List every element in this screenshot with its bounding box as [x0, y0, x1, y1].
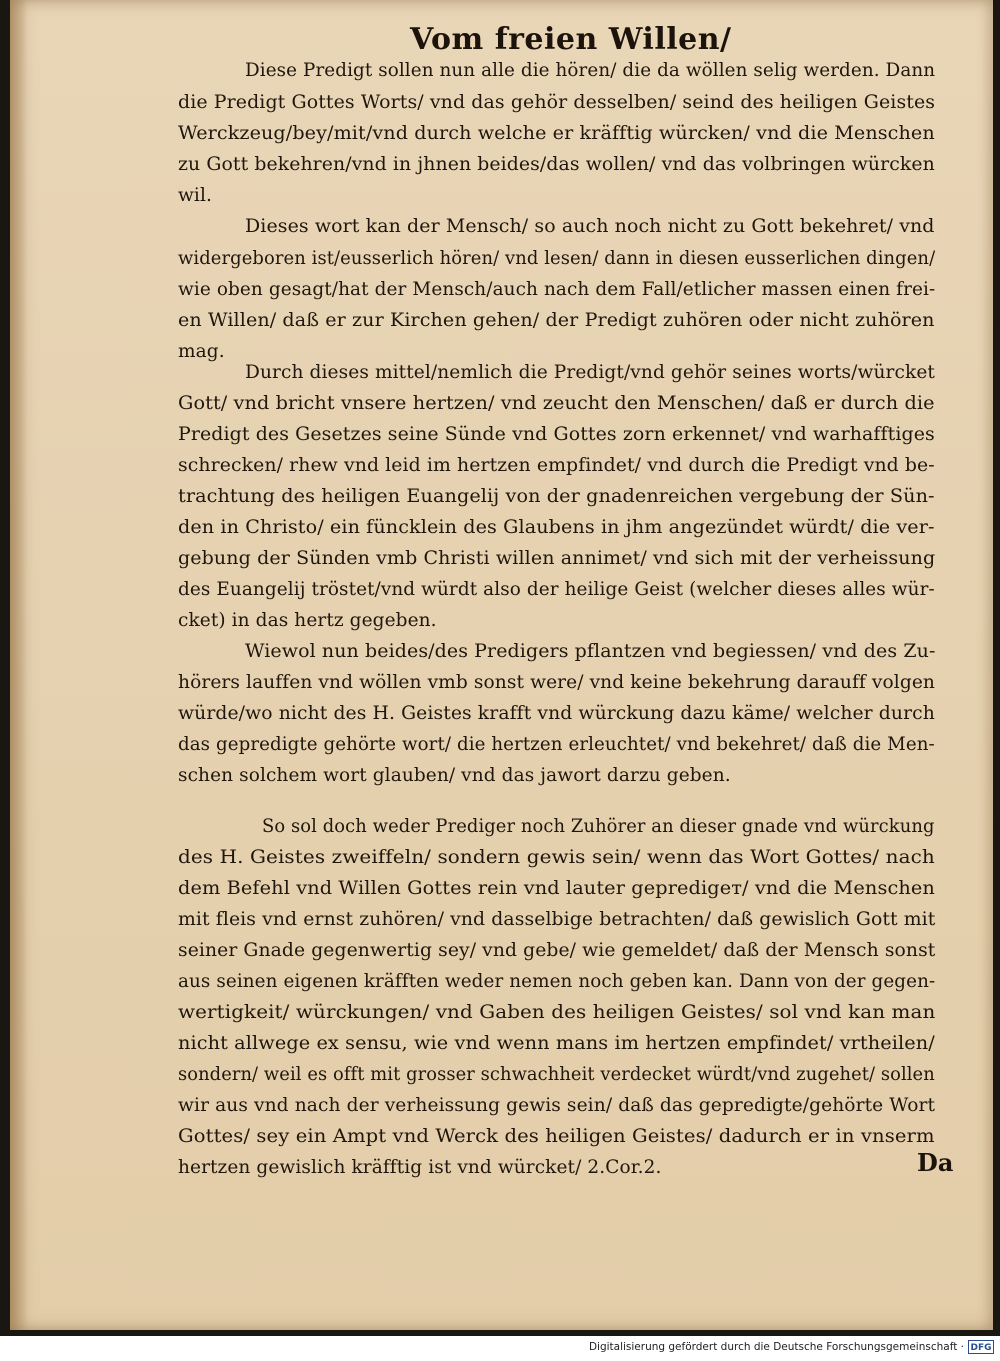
text-line: wir aus vnd nach der verheissung gewis sein/ daß das gepredigte/gehörte Wort — [178, 1095, 936, 1116]
text-line: schrecken/ rhew vnd leid im hertzen empfindet/ vnd durch die Predigt vnd be- — [178, 455, 935, 476]
footer-bar — [0, 1336, 1000, 1361]
book-page — [10, 0, 993, 1330]
text-line: widergeboren ist/eusserlich hören/ vnd lesen/ dann in diesen eusserlichen dingen/ — [178, 248, 936, 269]
text-line: des Euangelij tröstet/vnd würdt also der heilige Geist (welcher dieses alles wür- — [178, 579, 935, 600]
text-line: Werckzeug/bey/mit/vnd durch welche er kräfftig würcken/ vnd die Menschen — [178, 123, 935, 144]
text-line: zu Gott bekehren/vnd in jhnen beides/das wollen/ vnd das volbringen würcken — [178, 154, 935, 175]
text-line: hertzen gewislich kräfftig ist vnd würcket/ 2.Cor.2. — [178, 1157, 662, 1178]
text-line: So sol doch weder Prediger noch Zuhörer an dieser gnade vnd würckung — [262, 816, 935, 837]
text-line: Gottes/ sey ein Ampt vnd Werck des heiligen Geistes/ dadurch er in vnserm — [178, 1126, 935, 1147]
dfg-logo: DFG — [968, 1340, 994, 1354]
text-line: mag. — [178, 341, 225, 362]
text-line: des H. Geistes zweiffeln/ sondern gewis sein/ wenn das Wort Gottes/ nach — [178, 847, 935, 868]
text-line: schen solchem wort glauben/ vnd das jawort darzu geben. — [178, 765, 731, 786]
text-line: würde/wo nicht des H. Geistes krafft vnd würckung dazu käme/ welcher durch — [178, 703, 935, 724]
text-line: wie oben gesagt/hat der Mensch/auch nach dem Fall/etlicher massen einen frei- — [178, 279, 936, 300]
text-line: sondern/ weil es offt mit grosser schwachheit verdecket würdt/vnd zugehet/ sollen — [178, 1064, 935, 1085]
text-line: wil. — [178, 185, 212, 206]
text-line: hörers lauffen vnd wöllen vmb sonst were/ vnd keine bekehrung darauff volgen — [178, 672, 935, 693]
text-line: gebung der Sünden vmb Christi willen annimet/ vnd sich mit der verheissung — [178, 548, 936, 569]
text-line: aus seinen eigenen kräfften weder nemen noch geben kan. Dann von der gegen- — [178, 971, 936, 992]
catchword: Da — [917, 1148, 954, 1177]
text-line: die Predigt Gottes Worts/ vnd das gehör desselben/ seind des heiligen Geistes — [178, 92, 936, 113]
funding-credit: Digitalisierung gefördert durch die Deutsche Forschungsgemeinschaft · — [588, 1341, 964, 1353]
text-line: Wiewol nun beides/des Predigers pflantzen vnd begiessen/ vnd des Zu- — [245, 641, 936, 662]
text-line: wertigkeit/ würckungen/ vnd Gaben des heiligen Geistes/ sol vnd kan man — [178, 1002, 936, 1023]
text-line: Gott/ vnd bricht vnsere hertzen/ vnd zeucht den Menschen/ daß er durch die — [178, 393, 935, 414]
text-line: cket) in das hertz gegeben. — [178, 610, 437, 631]
text-line: en Willen/ daß er zur Kirchen gehen/ der Predigt zuhören oder nicht zuhören — [178, 310, 935, 331]
text-line: das gepredigte gehörte wort/ die hertzen erleuchtet/ vnd bekehret/ daß die Men- — [178, 734, 935, 755]
text-line: trachtung des heiligen Euangelij von der gnadenreichen vergebung der Sün- — [178, 486, 935, 507]
text-line: dem Befehl vnd Willen Gottes rein vnd lauter gepredigeт/ vnd die Menschen — [178, 878, 935, 899]
text-line: nicht allwege ex sensu, wie vnd wenn mans im hertzen empfindet/ vrtheilen/ — [178, 1033, 935, 1054]
running-head: Vom freien Willen/ — [410, 22, 732, 57]
text-line: Dieses wort kan der Mensch/ so auch noch nicht zu Gott bekehret/ vnd — [245, 216, 935, 237]
text-line: seiner Gnade gegenwertig sey/ vnd gebe/ wie gemeldet/ daß der Mensch sonst — [178, 940, 936, 961]
text-line: mit fleis vnd ernst zuhören/ vnd dasselbige betrachten/ daß gewislich Gott mit — [178, 909, 936, 930]
text-line: Durch dieses mittel/nemlich die Predigt/vnd gehör seines worts/würcket — [245, 362, 935, 383]
text-line: den in Christo/ ein füncklein des Glaubens in jhm angezündet würdt/ die ver- — [178, 517, 935, 538]
text-line: Predigt des Gesetzes seine Sünde vnd Gottes zorn erkennet/ vnd warhafftiges — [178, 424, 935, 445]
text-line: Diese Predigt sollen nun alle die hören/ die da wöllen selig werden. Dann — [245, 60, 936, 81]
